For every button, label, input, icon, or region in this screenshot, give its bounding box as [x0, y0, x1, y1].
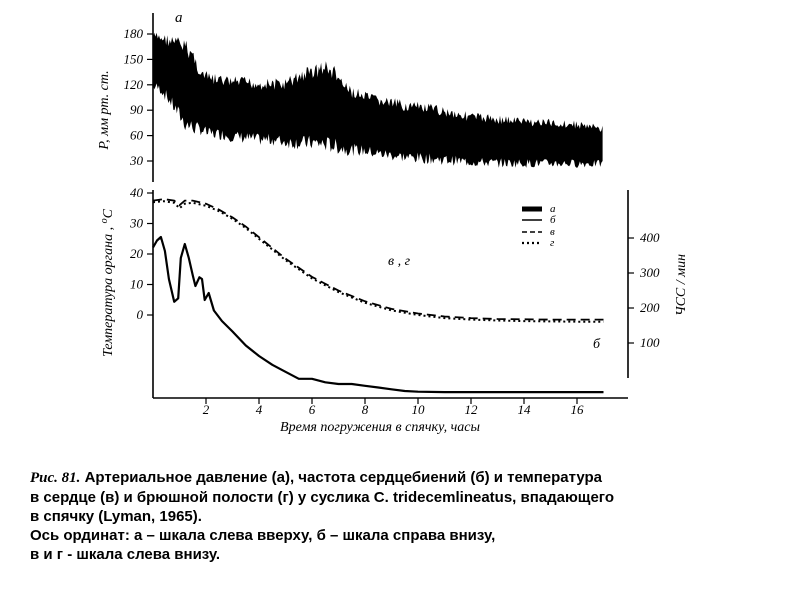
pressure-y-tick-label: 150: [123, 51, 143, 67]
time-x-tick-label: 6: [308, 402, 316, 417]
time-x-axis-title: Время погружения в спячку, часы: [280, 420, 480, 435]
legend-label-v: в: [550, 226, 555, 238]
temperature-y-tick-label: 30: [130, 215, 143, 231]
temperature-y-axis-title-unit: C: [101, 209, 116, 219]
caption-line-4: Ось ординат: а – шкала слева вверху, б – шкала справа внизу,: [30, 527, 496, 545]
temperature-y-axis-title: [99, 208, 116, 357]
time-x-tick-label: 16: [570, 402, 584, 417]
pressure-y-tick-label: 120: [123, 76, 143, 92]
caption-line-5: в и г - шкала слева внизу.: [30, 546, 221, 564]
pressure-panel-letter: a: [175, 10, 183, 26]
heart-rate-y-ticks: [628, 230, 660, 350]
temperature-y-tick-label: 10: [130, 276, 143, 292]
heart-rate-y-tick-label: 400: [640, 230, 660, 245]
pressure-y-tick-label: 90: [130, 102, 143, 118]
pressure-y-ticks: [124, 26, 154, 168]
temperature-y-ticks: [129, 185, 153, 322]
pressure-y-axis-title: P, мм рт. ст.: [97, 70, 112, 150]
temperature-y-tick-label: 40: [130, 185, 143, 200]
pressure-band: [153, 33, 603, 168]
legend-label-g: г: [550, 237, 555, 249]
pressure-y-tick-label: 30: [130, 153, 143, 168]
caption-figure-number: Рис. 81.: [30, 470, 81, 486]
annotation-v-g: в , г: [388, 254, 411, 269]
pressure-y-tick-label: 60: [130, 127, 143, 143]
temperature-y-axis-title-main: Температура органа ,: [101, 226, 116, 357]
time-x-tick-label: 2: [202, 402, 210, 417]
temperature-y-tick-label: 0: [136, 307, 143, 322]
heart-rate-y-tick-label: 200: [640, 300, 660, 315]
legend-label-b: б: [550, 214, 556, 226]
caption-text-1: Артериальное давление (а), частота сердцебиений (б) и температура: [80, 469, 603, 486]
time-x-tick-label: 14: [517, 402, 531, 417]
temperature-panel: [99, 185, 689, 435]
temperature-y-axis-title-degree: o: [99, 218, 110, 224]
time-x-ticks: [203, 398, 584, 417]
legend: [522, 203, 556, 249]
heart-rate-line: [153, 237, 604, 392]
pressure-y-tick-label: 180: [123, 26, 143, 41]
time-x-tick-label: 10: [411, 402, 425, 417]
caption-line-3: в спячку (Lyman, 1965).: [30, 508, 202, 526]
caption-line-2: в сердце (в) и брюшной полости (г) у суслика C. tridecemlineatus, впадающего: [30, 489, 615, 507]
time-x-tick-label: 4: [255, 402, 263, 417]
heart-temperature-line: [153, 199, 604, 320]
heart-rate-y-tick-label: 300: [640, 265, 660, 280]
temperature-y-tick-label: 20: [130, 246, 143, 261]
time-x-tick-label: 12: [464, 402, 478, 417]
legend-label-a: a: [550, 203, 556, 215]
annotation-b: б: [593, 337, 601, 352]
figure-caption: [30, 468, 790, 564]
heart-rate-y-axis-title: ЧСС / мин: [674, 253, 689, 317]
time-x-tick-label: 8: [361, 402, 369, 417]
pressure-panel: [97, 10, 603, 182]
heart-rate-y-tick-label: 100: [640, 335, 660, 350]
caption-line-1: [30, 468, 790, 488]
